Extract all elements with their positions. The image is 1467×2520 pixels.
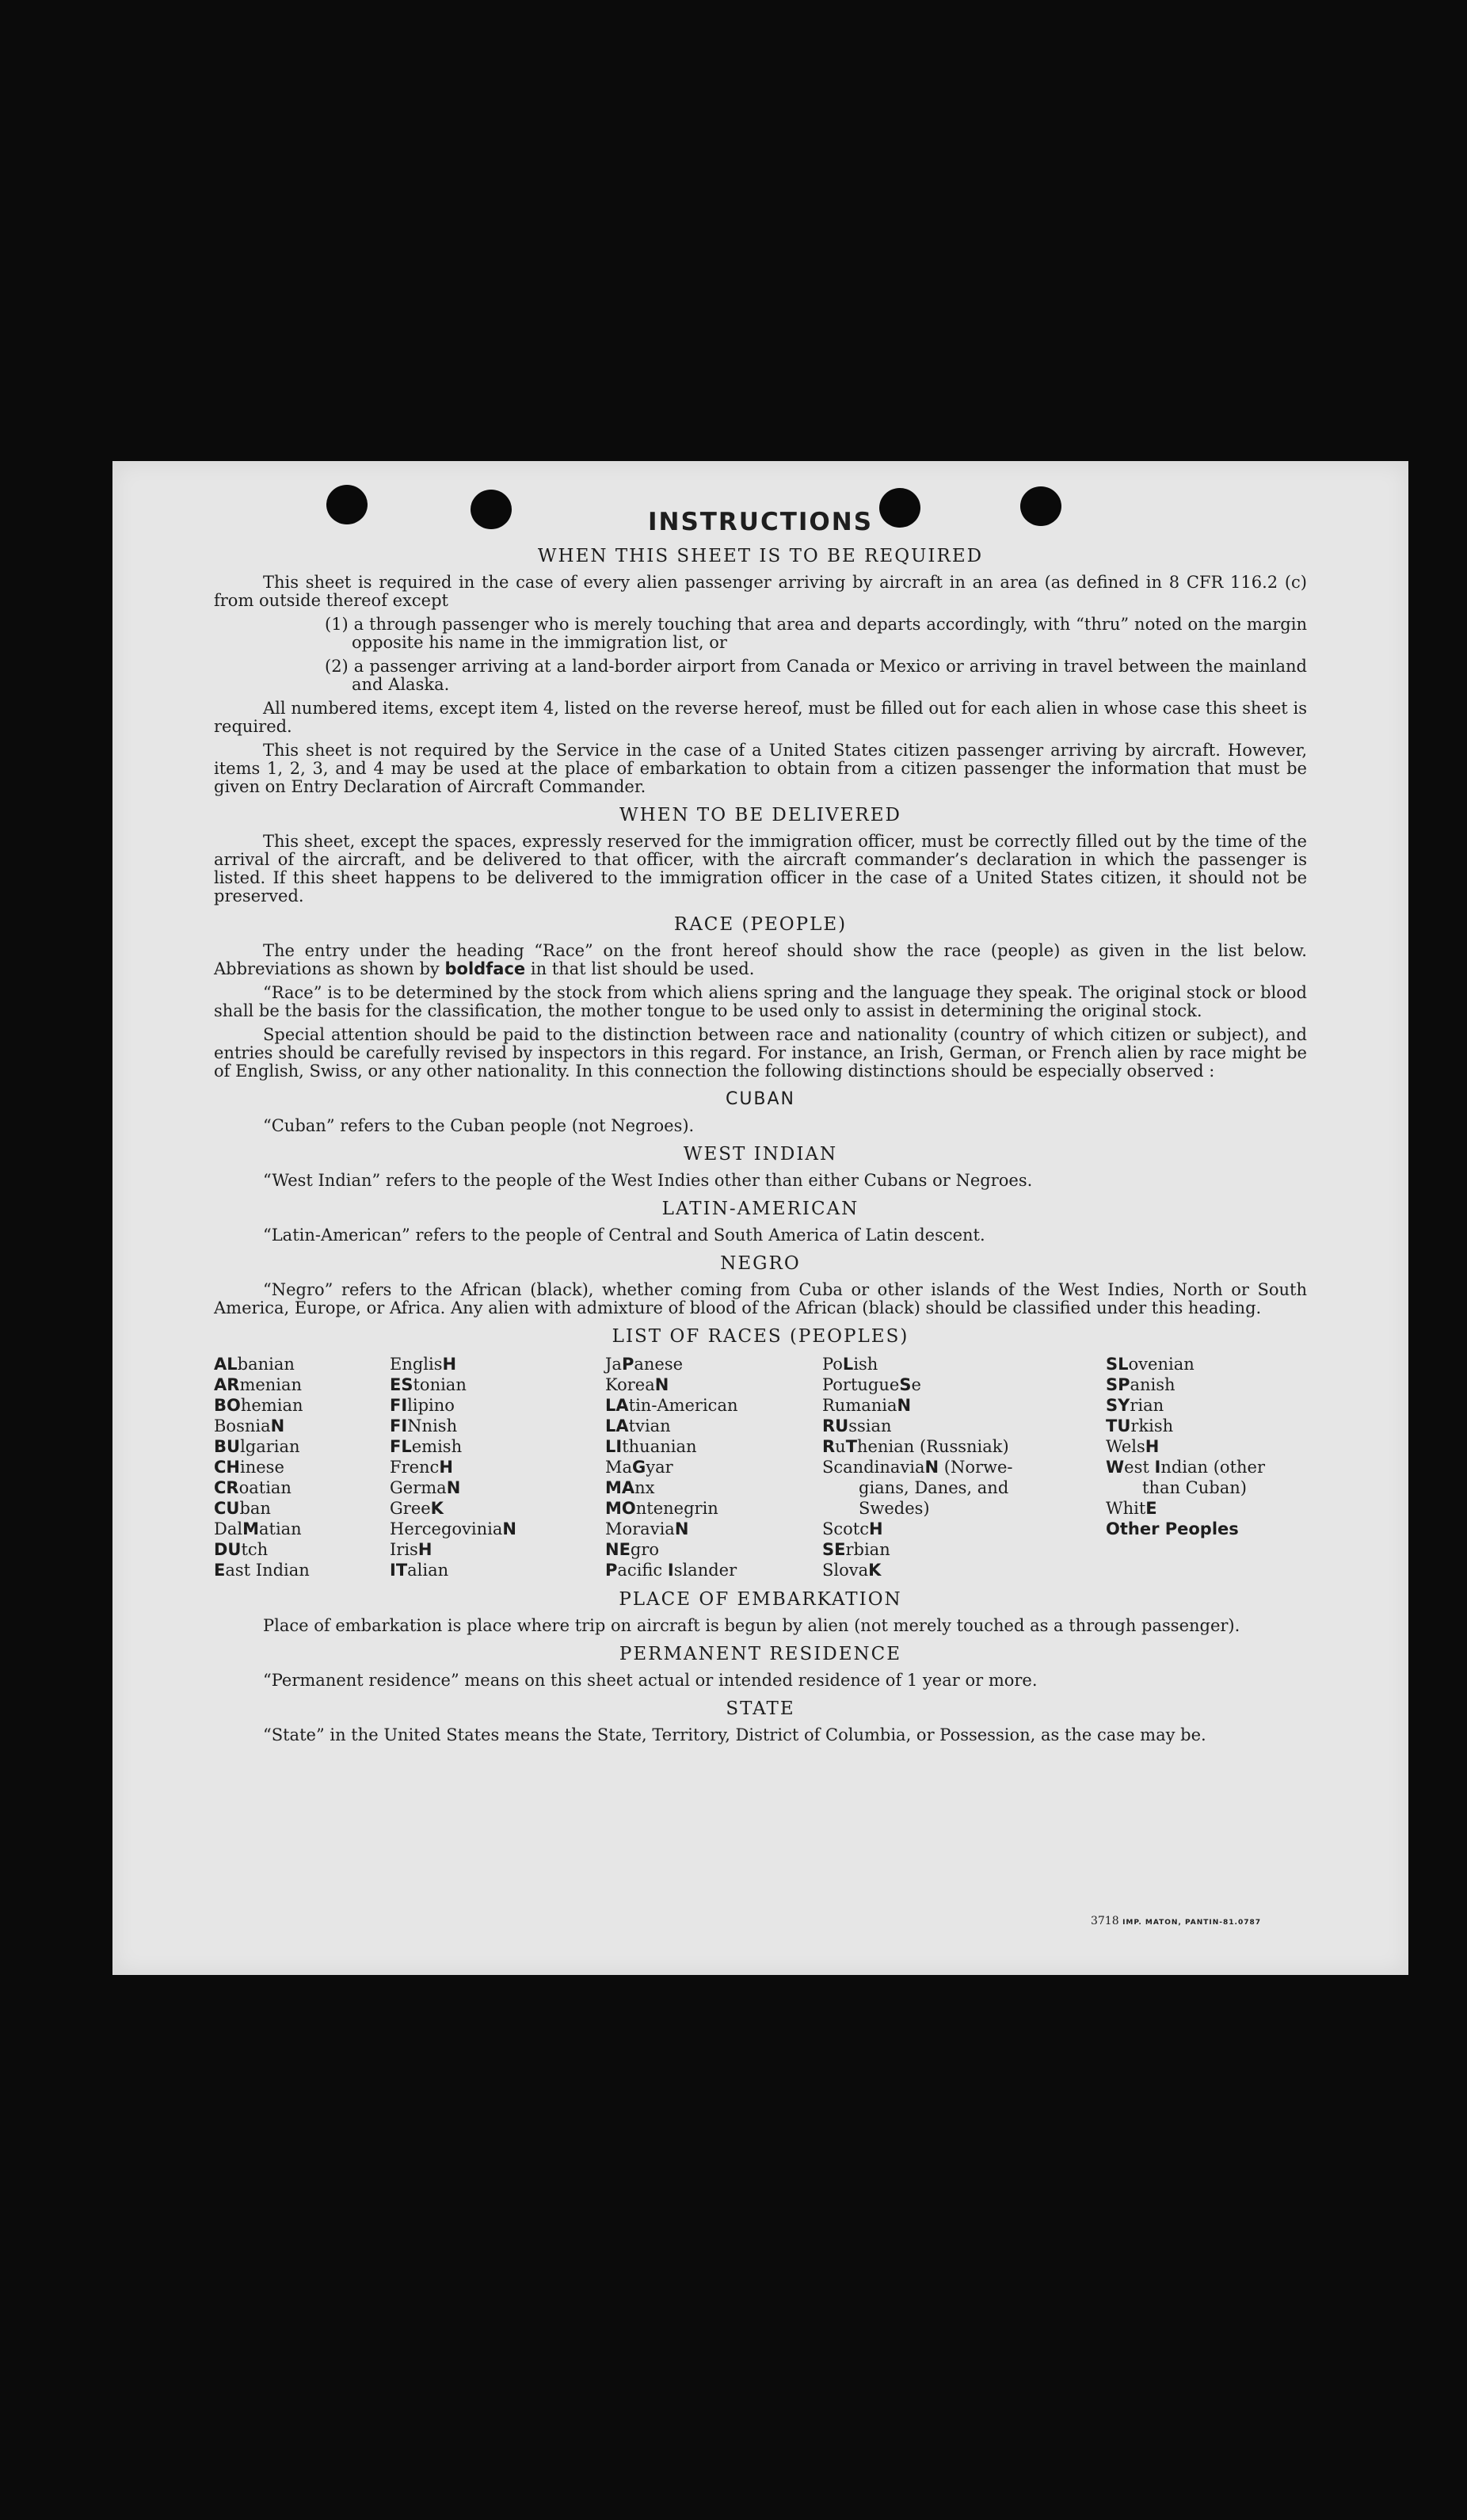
race-text: Dal	[214, 1519, 243, 1538]
section-heading-residence: PERMANENT RESIDENCE	[619, 1644, 902, 1664]
race-abbrev: H	[417, 1540, 432, 1559]
race-text: Slova	[822, 1561, 869, 1580]
section-heading-race: RACE (PEOPLE)	[673, 914, 848, 935]
race-text: ssian	[848, 1416, 892, 1435]
race-text: ovenian	[1128, 1355, 1195, 1374]
race-abbrev: H	[442, 1355, 457, 1374]
race-entry	[214, 1436, 390, 1457]
race-entry	[390, 1519, 605, 1539]
race-abbrev: LA	[605, 1416, 629, 1435]
paragraph: “Cuban” refers to the Cuban people (not Negroes).	[263, 1116, 695, 1135]
race-abbrev: SL	[1106, 1355, 1129, 1374]
race-entry	[822, 1374, 1106, 1395]
paragraph-text: in that list should be used.	[530, 959, 755, 978]
section-heading-cuban: CUBAN	[725, 1089, 796, 1109]
race-entry	[605, 1477, 822, 1498]
race-abbrev: S	[899, 1375, 912, 1394]
race-entry	[605, 1519, 822, 1539]
race-abbrev: SY	[1106, 1396, 1130, 1415]
race-entry	[822, 1477, 1106, 1498]
paragraph-text: The entry under the heading “Race” on the front hereof should show the race (people) as given in the list below. Abbreviations as shown by	[214, 941, 1307, 978]
race-text: Rumania	[822, 1396, 897, 1415]
race-entry	[390, 1477, 605, 1498]
race-text: Portugue	[822, 1375, 900, 1394]
race-entry	[1106, 1498, 1307, 1519]
race-text: Frenc	[390, 1458, 440, 1477]
paragraph: “State” in the United States means the State, Territory, District of Columbia, or Possession, as the case may be.	[263, 1725, 1206, 1744]
race-entry	[214, 1539, 390, 1560]
races-column	[1106, 1354, 1307, 1580]
race-abbrev: RU	[822, 1416, 849, 1435]
race-text: banian	[237, 1355, 295, 1374]
race-text: acific	[617, 1561, 668, 1580]
race-entry	[822, 1560, 1106, 1580]
race-text: atian	[258, 1519, 302, 1538]
race-entry	[605, 1498, 822, 1519]
race-entry	[214, 1416, 390, 1436]
paragraph	[214, 942, 1307, 978]
race-abbrev: LA	[605, 1396, 629, 1415]
race-abbrev: P	[621, 1355, 634, 1374]
race-text: Po	[822, 1355, 843, 1374]
race-entry	[822, 1416, 1106, 1436]
race-entry	[1106, 1354, 1307, 1374]
race-text: menian	[239, 1375, 303, 1394]
races-column	[390, 1354, 605, 1580]
race-abbrev: H	[1145, 1437, 1160, 1456]
race-text: ban	[239, 1499, 271, 1518]
race-entry	[605, 1539, 822, 1560]
paragraph: This sheet is required in the case of every alien passenger arriving by aircraft in an area (as defined in 8 CFR 116.2 (c) from outside thereof except	[214, 573, 1307, 610]
section-heading-races: LIST OF RACES (PEOPLES)	[612, 1326, 909, 1347]
race-text: slander	[673, 1561, 737, 1580]
race-entry	[1106, 1457, 1307, 1477]
race-abbrev: CU	[214, 1499, 240, 1518]
race-entry	[605, 1374, 822, 1395]
race-abbrev: LI	[605, 1437, 623, 1456]
boldface-word: boldface	[444, 959, 526, 978]
race-entry	[822, 1354, 1106, 1374]
race-text: gians, Danes, and	[859, 1478, 1009, 1497]
race-text: ndian (other	[1160, 1458, 1265, 1477]
race-text: yar	[646, 1458, 673, 1477]
race-abbrev: BO	[214, 1396, 241, 1415]
race-abbrev: CR	[214, 1478, 239, 1497]
race-abbrev: W	[1106, 1458, 1125, 1477]
race-entry	[390, 1539, 605, 1560]
race-abbrev: NE	[605, 1540, 631, 1559]
race-abbrev: R	[822, 1437, 836, 1456]
race-entry	[1106, 1395, 1307, 1416]
race-entry	[605, 1416, 822, 1436]
race-abbrev: I	[1154, 1458, 1161, 1477]
paragraph: Special attention should be paid to the distinction between race and nationality (country of which citizen or subject), and entries should be carefully revised by inspectors in this regard. For instance, an Irish, German, or French alien by race might be of English, Swiss, or any other nationality. In this connection the following distinctions should be especially observed :	[214, 1025, 1307, 1081]
race-entry	[390, 1374, 605, 1395]
form-number: 3718	[1090, 1915, 1119, 1927]
race-text: Gree	[390, 1499, 431, 1518]
race-abbrev: K	[868, 1561, 882, 1580]
race-text: Korea	[605, 1375, 655, 1394]
race-text: rkish	[1130, 1416, 1174, 1435]
race-text: Whit	[1106, 1499, 1146, 1518]
race-entry	[822, 1519, 1106, 1539]
race-text: anese	[634, 1355, 684, 1374]
race-abbrev: T	[845, 1437, 858, 1456]
races-column	[214, 1354, 390, 1580]
race-text: Scandinavia	[822, 1458, 925, 1477]
race-abbrev: L	[842, 1355, 854, 1374]
race-entry	[1106, 1374, 1307, 1395]
race-abbrev: SE	[822, 1540, 846, 1559]
race-entry	[214, 1477, 390, 1498]
page-title: INSTRUCTIONS	[647, 508, 874, 536]
instructions-content	[214, 507, 1307, 1750]
race-entry	[605, 1354, 822, 1374]
race-text: e	[911, 1375, 921, 1394]
paragraph: This sheet is not required by the Service in the case of a United States citizen passenger arriving by aircraft. However, items 1, 2, 3, and 4 may be used at the place of embarkation to obtain from a citizen passenger the information that must be given on Entry Declaration of Aircraft Commander.	[214, 741, 1307, 796]
race-abbrev: BU	[214, 1437, 241, 1456]
race-text: Hercegovinia	[390, 1519, 503, 1538]
race-entry	[390, 1436, 605, 1457]
race-text: Moravia	[605, 1519, 675, 1538]
race-abbrev: MA	[605, 1478, 635, 1497]
list-item: (2) a passenger arriving at a land-border airport from Canada or Mexico or arriving in travel between the mainland and Alaska.	[325, 657, 1307, 694]
race-entry	[1106, 1477, 1307, 1498]
section-heading-required: WHEN THIS SHEET IS TO BE REQUIRED	[537, 546, 984, 566]
race-abbrev: N	[674, 1519, 689, 1538]
race-entry	[214, 1374, 390, 1395]
race-text: Swedes)	[859, 1499, 930, 1518]
race-text: rian	[1130, 1396, 1164, 1415]
race-text: lgarian	[240, 1437, 300, 1456]
race-entry	[605, 1395, 822, 1416]
race-text: Bosnia	[214, 1416, 271, 1435]
paragraph: “Negro” refers to the African (black), whether coming from Cuba or other islands of the West Indies, North or South America, Europe, or Africa. Any alien with admixture of blood of the African (black) should be classified under this heading.	[214, 1280, 1307, 1317]
race-abbrev: DU	[214, 1540, 242, 1559]
race-entry	[390, 1498, 605, 1519]
race-entry	[605, 1560, 822, 1580]
list-item: (1) a through passenger who is merely touching that area and departs accordingly, with “thru” noted on the margin opposite his name in the immigration list, or	[325, 615, 1307, 652]
race-entry	[390, 1395, 605, 1416]
race-text: ish	[853, 1355, 878, 1374]
race-text: u	[835, 1437, 846, 1456]
race-entry	[214, 1560, 390, 1580]
race-text: than Cuban)	[1142, 1478, 1247, 1497]
race-text: Nnish	[407, 1416, 458, 1435]
race-abbrev: AR	[214, 1375, 240, 1394]
printer-imprint: IMP. MATON, PANTIN-81.0787	[1122, 1919, 1261, 1927]
race-entry	[390, 1416, 605, 1436]
race-abbrev: N	[502, 1519, 516, 1538]
race-text: nx	[634, 1478, 655, 1497]
race-abbrev: N	[446, 1478, 461, 1497]
race-text: Scotc	[822, 1519, 869, 1538]
race-entry	[214, 1519, 390, 1539]
race-abbrev: TU	[1106, 1416, 1131, 1435]
paragraph: All numbered items, except item 4, listed on the reverse hereof, must be filled out for each alien in whose case this sheet is required.	[214, 699, 1307, 736]
race-entry	[390, 1354, 605, 1374]
race-entry	[822, 1457, 1106, 1477]
race-entry	[1106, 1416, 1307, 1436]
race-entry	[822, 1436, 1106, 1457]
race-abbrev: SP	[1106, 1375, 1130, 1394]
race-abbrev: Other Peoples	[1106, 1519, 1239, 1538]
race-text: hemian	[240, 1396, 303, 1415]
instruction-sheet	[112, 461, 1408, 1975]
section-heading-embarkation: PLACE OF EMBARKATION	[619, 1589, 902, 1610]
race-text: Iris	[390, 1540, 418, 1559]
race-entry	[214, 1395, 390, 1416]
race-abbrev: K	[430, 1499, 444, 1518]
race-text: Ma	[605, 1458, 633, 1477]
race-text: tvian	[628, 1416, 671, 1435]
race-text: est	[1124, 1458, 1155, 1477]
race-entry	[1106, 1519, 1307, 1539]
race-abbrev: E	[214, 1561, 226, 1580]
paragraph: “Race” is to be determined by the stock from which aliens spring and the language they speak. The original stock or blood shall be the basis for the classification, the mother tongue to be used only to assist in determining the original stock.	[214, 983, 1307, 1020]
race-text: emish	[411, 1437, 463, 1456]
race-entry	[822, 1539, 1106, 1560]
race-entry	[390, 1457, 605, 1477]
race-entry	[214, 1457, 390, 1477]
race-abbrev: N	[654, 1375, 669, 1394]
race-abbrev: E	[1145, 1499, 1157, 1518]
section-heading-state: STATE	[726, 1698, 795, 1719]
race-text: tin-American	[628, 1396, 738, 1415]
race-text: thuanian	[622, 1437, 697, 1456]
race-abbrev: H	[869, 1519, 883, 1538]
paragraph: “West Indian” refers to the people of the West Indies other than either Cubans or Negroes.	[263, 1171, 1033, 1190]
race-abbrev: FI	[390, 1396, 408, 1415]
section-heading-delivered: WHEN TO BE DELIVERED	[619, 805, 901, 825]
race-abbrev: H	[439, 1458, 453, 1477]
race-text: ast Indian	[225, 1561, 310, 1580]
race-abbrev: N	[924, 1458, 939, 1477]
race-entry	[822, 1498, 1106, 1519]
race-text: inese	[240, 1458, 284, 1477]
paragraph: “Permanent residence” means on this sheet actual or intended residence of 1 year or more.	[263, 1671, 1038, 1690]
race-text: oatian	[238, 1478, 291, 1497]
race-abbrev: AL	[214, 1355, 238, 1374]
races-column	[822, 1354, 1106, 1580]
race-entry	[605, 1457, 822, 1477]
race-abbrev: N	[270, 1416, 285, 1435]
race-entry	[1106, 1436, 1307, 1457]
race-entry	[214, 1498, 390, 1519]
race-text: Englis	[390, 1355, 443, 1374]
race-abbrev: FI	[390, 1416, 408, 1435]
race-abbrev: G	[632, 1458, 646, 1477]
section-heading-latin-american: LATIN-AMERICAN	[661, 1199, 859, 1219]
race-text: lipino	[407, 1396, 455, 1415]
race-entry	[214, 1354, 390, 1374]
race-text: Wels	[1106, 1437, 1145, 1456]
race-abbrev: P	[605, 1561, 618, 1580]
race-abbrev: MO	[605, 1499, 636, 1518]
race-abbrev: ES	[390, 1375, 413, 1394]
race-text: tonian	[413, 1375, 467, 1394]
race-text: rbian	[845, 1540, 890, 1559]
race-text: alian	[407, 1561, 449, 1580]
race-entry	[822, 1395, 1106, 1416]
paragraph: “Latin-American” refers to the people of Central and South America of Latin descent.	[263, 1226, 985, 1245]
race-text: henian (Russniak)	[857, 1437, 1009, 1456]
race-abbrev: CH	[214, 1458, 240, 1477]
race-text: anish	[1130, 1375, 1176, 1394]
race-abbrev: FL	[390, 1437, 412, 1456]
race-text: Germa	[390, 1478, 447, 1497]
race-text: tch	[241, 1540, 269, 1559]
paragraph: This sheet, except the spaces, expressly reserved for the immigration officer, must be correctly filled out by the time of the arrival of the aircraft, and be delivered to that officer, with the aircraft commander’s declaration in which the passenger is listed. If this sheet happens to be delivered to the immigration officer in the case of a United States citizen, it should not be preserved.	[214, 832, 1307, 905]
section-heading-negro: NEGRO	[720, 1253, 801, 1274]
races-column	[605, 1354, 822, 1580]
race-abbrev: IT	[390, 1561, 408, 1580]
race-abbrev: I	[667, 1561, 674, 1580]
paragraph: Place of embarkation is place where trip on aircraft is begun by alien (not merely touched as a through passenger).	[263, 1616, 1240, 1635]
races-list	[214, 1354, 1307, 1580]
race-entry	[605, 1436, 822, 1457]
race-entry	[390, 1560, 605, 1580]
race-text: Ja	[605, 1355, 622, 1374]
section-heading-west-indian: WEST INDIAN	[683, 1144, 838, 1165]
race-text: ntenegrin	[635, 1499, 718, 1518]
form-footer	[1091, 1915, 1261, 1927]
race-text: gro	[630, 1540, 660, 1559]
race-abbrev: M	[242, 1519, 259, 1538]
race-text: (Norwe-	[939, 1458, 1013, 1477]
race-abbrev: N	[897, 1396, 912, 1415]
